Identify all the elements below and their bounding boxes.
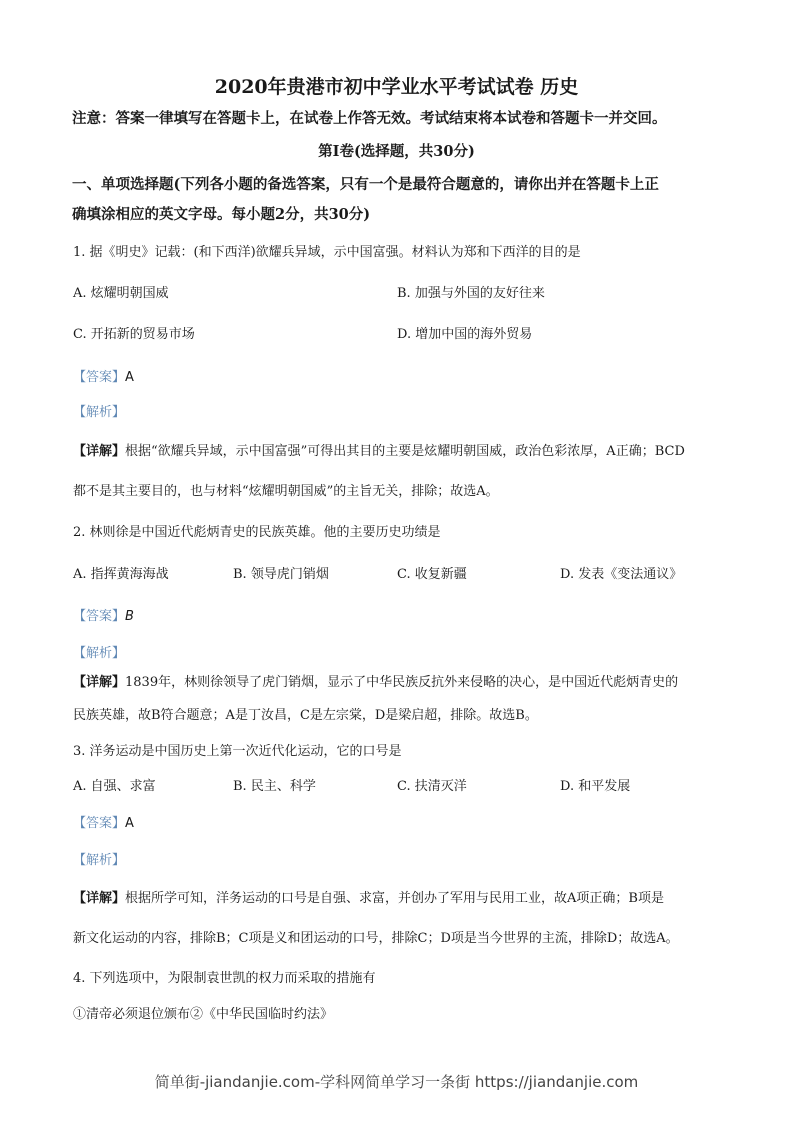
instructions-line-1: 一、单项选择题(下列各小题的备选答案，只有一个是最符合题意的，请你出并在答题卡上正: [72, 176, 659, 193]
answer-label: 【答案】: [73, 816, 126, 831]
question-2-detail-line-2: 民族英雄，故B符合题意；A是丁汝昌，C是左宗棠，D是梁启超，排除。故选B。: [73, 708, 538, 723]
detail-text: 根据“欲耀兵异域，示中国富强”可得出其目的主要是炫耀明朝国威，政治色彩浓厚，A正确；BCD: [125, 444, 685, 459]
question-2-option-d: D. 发表《变法通议》: [560, 567, 683, 582]
question-3-detail-line-2: 新文化运动的内容，排除B；C项是义和团运动的口号，排除C；D项是当今世界的主流，排除D；故选A。: [73, 931, 679, 946]
question-1-detail-line-1: [73, 440, 685, 459]
question-2-option-b: B. 领导虎门销烟: [233, 567, 329, 582]
question-2-detail-line-1: [73, 671, 678, 690]
detail-label: 【详解】: [73, 891, 126, 906]
detail-label: 【详解】: [73, 444, 126, 459]
instructions-line-2: 确填涂相应的英文字母。每小题2分，共30分): [72, 206, 371, 223]
question-1-answer: [73, 366, 134, 385]
document-title: 2020年贵港市初中学业水平考试试卷 历史: [214, 76, 579, 98]
detail-text: 根据所学可知，洋务运动的口号是自强、求富，并创办了军用与民用工业，故A项正确；B项是: [125, 891, 664, 906]
question-1-analysis-label: 【解析】: [73, 405, 126, 420]
answer-label: 【答案】: [73, 370, 126, 385]
answer-value: A: [125, 816, 134, 831]
question-3-stem: 3. 洋务运动是中国历史上第一次近代化运动，它的口号是: [73, 744, 402, 759]
question-1-option-a: A. 炫耀明朝国威: [73, 286, 169, 301]
question-3-option-a: A. 自强、求富: [73, 779, 156, 794]
question-3-detail-line-1: [73, 887, 664, 906]
question-2-answer: [73, 605, 134, 624]
question-1-option-b: B. 加强与外国的友好往来: [397, 286, 545, 301]
question-3-option-d: D. 和平发展: [560, 779, 631, 794]
question-3-analysis-label: 【解析】: [73, 853, 126, 868]
question-1-option-c: C. 开拓新的贸易市场: [73, 327, 195, 342]
question-3-option-b: B. 民主、科学: [233, 779, 316, 794]
question-3-option-c: C. 扶清灭洋: [397, 779, 467, 794]
question-1-option-d: D. 增加中国的海外贸易: [397, 327, 533, 342]
question-2-stem: 2. 林则徐是中国近代彪炳青史的民族英雄。他的主要历史功绩是: [73, 525, 441, 540]
question-3-answer: [73, 812, 134, 831]
answer-label: 【答案】: [73, 609, 126, 624]
detail-label: 【详解】: [73, 675, 126, 690]
question-2-option-c: C. 收复新疆: [397, 567, 467, 582]
question-4-sub-items: ①清帝必须退位颁布②《中华民国临时约法》: [73, 1007, 334, 1022]
footer-watermark: 简单街-jiandanjie.com-学科网简单学习一条街 https://jiandanjie.com: [154, 1073, 639, 1091]
notice-text: 注意：答案一律填写在答题卡上，在试卷上作答无效。考试结束将本试卷和答题卡一并交回。: [72, 110, 667, 127]
question-1-stem: 1. 据《明史》记载：(和下西洋)欲耀兵异域，示中国富强。材料认为郑和下西洋的目的是: [73, 245, 581, 260]
question-4-stem: 4. 下列选项中，为限制袁世凯的权力而采取的措施有: [73, 971, 376, 986]
answer-value: B: [125, 609, 134, 624]
question-2-analysis-label: 【解析】: [73, 646, 126, 661]
question-1-detail-line-2: 都不是其主要目的，也与材料“炫耀明朝国威”的主旨无关，排除；故选A。: [73, 484, 499, 499]
question-2-option-a: A. 指挥黄海海战: [73, 567, 169, 582]
answer-value: A: [125, 370, 134, 385]
detail-text: 1839年，林则徐领导了虎门销烟，显示了中华民族反抗外来侵略的决心，是中国近代彪炳青史的: [125, 675, 679, 690]
section-title: 第Ⅰ卷(选择题，共30分): [318, 143, 475, 160]
